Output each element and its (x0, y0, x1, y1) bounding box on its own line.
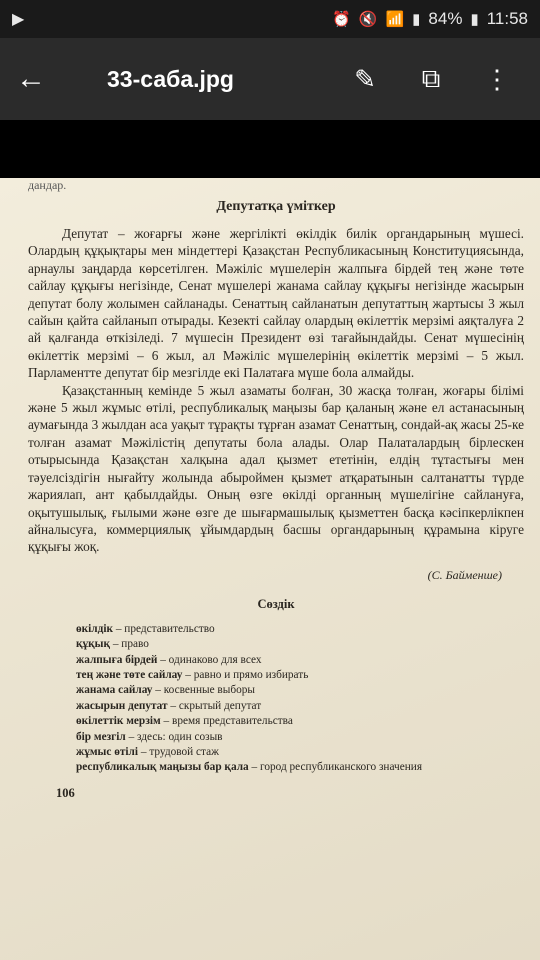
glossary-entry (76, 699, 524, 714)
glossary-separator: – (113, 622, 125, 635)
glossary-definition: косвенные выборы (163, 684, 255, 697)
glossary-entry (76, 683, 524, 698)
edit-pencil-icon[interactable]: ✎ (354, 63, 376, 94)
glossary-definition: право (121, 638, 149, 651)
play-icon: ▶ (12, 11, 25, 28)
glossary-separator: – (182, 668, 194, 681)
glossary-term: бір мезгіл (76, 730, 126, 743)
textbook-page (28, 178, 524, 801)
glossary-term: республикалық маңызы бар қала (76, 761, 249, 774)
wifi-icon: 📶 (385, 11, 405, 28)
status-right-group (332, 9, 528, 29)
back-arrow-icon[interactable]: ← (16, 62, 46, 95)
glossary-definition: трудовой стаж (149, 745, 219, 758)
glossary-definition: скрытый депутат (178, 699, 262, 712)
glossary-separator: – (248, 761, 260, 774)
glossary-definition: время представительства (172, 715, 293, 728)
app-actions (332, 63, 530, 95)
glossary-separator: – (110, 638, 122, 651)
file-title: 33-саба.jpg (107, 65, 234, 92)
mute-icon: 🔇 (358, 11, 378, 28)
glossary-entry (76, 730, 524, 745)
status-bar (0, 0, 540, 38)
glossary-entry (76, 745, 524, 760)
glossary-term: жұмыс өтілі (76, 745, 139, 758)
glossary-definition: здесь: один созыв (137, 730, 223, 743)
previous-page-fragment: дандар. (28, 178, 67, 192)
app-bar (0, 38, 540, 120)
glossary-entry (76, 637, 524, 652)
glossary-entry (76, 714, 524, 729)
glossary-definition: одинаково для всех (168, 653, 262, 666)
glossary-entry (76, 668, 524, 683)
signal-icon: ▮ (412, 11, 421, 28)
glossary-definition: представительство (124, 622, 215, 635)
battery-icon: ▮ (470, 11, 479, 28)
glossary-separator: – (167, 699, 179, 712)
glossary-entry (76, 760, 524, 775)
paragraph-1: Депутат – жоғарғы және жергілікті өкілдік билік органдарының мүшесі. Олардың құқықтары мен міндеттері Қазақстан Республикасының Конституциясында, арнаулы заңдарда көрсетілген. Мәжіліс мүшелерін жалпыға бірдей тең және төте сайлау құқығы негізінде, Сенат мүшелері жанама сайлау құқығы негізінде жасырын депутат болу жолымен сайланады. Сенаттың сайланатын депутаттың жартысы 3 жыл сайын қайта сайланып отырады. Кезекті сайлау олардың өкілеттік мерзімі аяқталуға 2 ай қалғанда өткізіледі. 7 мүшесін Президент өзі тағайындайды. Сенат мүшесінің өкілеттік мерзімі – 6 жыл, ал Мәжіліс мүшелерінің өкілеттік мерзімі – 5 жыл. Парламентте депутат бір мезгілде екі Палатаға мүше бола алмайды. (28, 226, 524, 381)
glossary-separator: – (157, 653, 169, 666)
more-vert-icon[interactable]: ⋮ (484, 63, 510, 94)
glossary-separator: – (160, 715, 173, 728)
glossary-term: өкілдік (76, 622, 113, 635)
glossary-term: жанама сайлау (76, 684, 153, 697)
dictionary-title: Сөздік (257, 596, 295, 611)
glossary-definition: равно и прямо избирать (193, 668, 309, 681)
glossary-term: жалпыға бірдей (76, 653, 158, 666)
glossary-term: өкілеттік мерзім (76, 715, 161, 728)
glossary-list (76, 622, 524, 776)
clock: 11:58 (486, 9, 528, 28)
photo-viewer[interactable] (0, 178, 540, 960)
glossary-entry (76, 653, 524, 668)
text-heading: Депутатқа үміткер (216, 199, 336, 214)
glossary-term: құқық (76, 638, 110, 651)
open-external-icon[interactable]: ⧉ (421, 63, 441, 93)
glossary-separator: – (125, 730, 138, 743)
page-number: 106 (56, 785, 75, 800)
glossary-entry (76, 622, 524, 637)
alarm-icon: ⏰ (332, 11, 351, 28)
author-credit: (С. Байменше) (427, 567, 502, 582)
glossary-definition: город республиканского значения (259, 761, 423, 774)
battery-level: 84% (428, 9, 463, 28)
glossary-separator: – (152, 684, 164, 697)
glossary-separator: – (138, 745, 150, 758)
glossary-term: жасырын депутат (76, 699, 168, 712)
glossary-term: тең және төте сайлау (76, 668, 183, 681)
paragraph-2: Қазақстанның кемінде 5 жыл азаматы болған, 30 жасқа толған, жоғары білімі және 5 жыл жұмыс өтілі, республикалық маңызы бар қаланың және ел астанасының аумағында 3 жылдан аса уақыт тұрақты тұрған азамат Сенаттың, сондай-ақ жасы 25-ке толған азамат Мәжілістің депутаты бола алады. Олар Палаталардың бірлескен отырысында Қазақстан халқына адал қызмет ететінін, елдің тұтастығы мен тәуелсіздігін нығайту жолында абыроймен қызмет атқаратынын салтанатты түрде жариялап, ант қабылдайды. Оның өзге өкілді органның мүшелігіне сайлануға, оқытушылық, ғылыми және өзге де шығармашылық қызметтен басқа кәсіпкерлікпен айналысуға, коммерциялық ұйымдардың басшы органдарының құрамына кіруге құқығы жоқ. (28, 382, 524, 555)
